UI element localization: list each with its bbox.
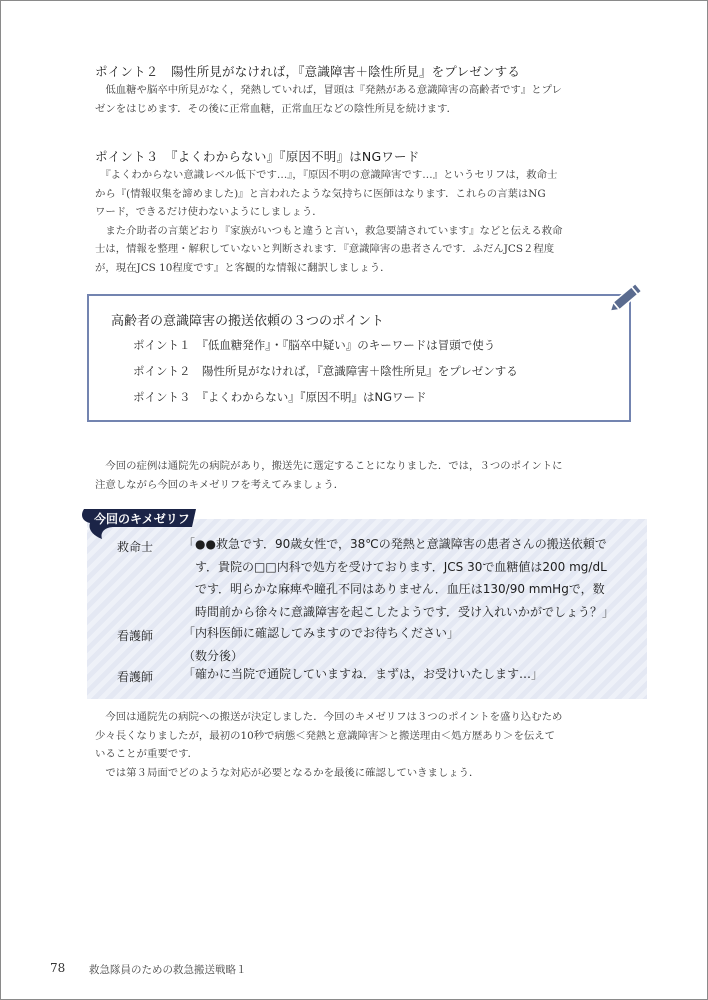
section3-line: が，現在JCS 10程度です』と客観的な情報に翻訳しましょう． [95, 261, 391, 274]
dialogue-line: 「確かに当院で通院していますね．まずは，お受けいたします…」 [183, 667, 544, 681]
intro-body [95, 457, 563, 494]
summary-box-item: ポイント２ 陽性所見がなければ，『意識障害＋陰性所見』をプレゼンする [133, 364, 518, 378]
dialogue-line: す．貴院の□□内科で処方を受けております．JCS 30で血糖値は200 mg/dL [183, 559, 607, 574]
speaker-name: 看護師 [117, 629, 154, 643]
dialogue-line: 「内科医師に確認してみますのでお待ちください」 [183, 626, 460, 640]
page-number: 78 [50, 961, 66, 975]
closing-line: 少々長くなりましたが，最初の10秒で病態＜発熱と意識障害＞と搬送理由＜処方歴あり＞を伝えて [95, 729, 556, 742]
kime-label: 今回のキメゼリフ [94, 512, 190, 526]
kime-label-badge [74, 503, 199, 539]
book-title: 救急隊員のための救急搬送戦略１ [89, 964, 247, 976]
section3-line: から『(情報収集を諦めました)』と言われたような気持ちに医師はなります．これらの言葉はNG [95, 187, 546, 200]
dialogue-line: 時間前から徐々に意識障害を起こしたようです．受け入れいかがでしょう？」 [183, 604, 615, 619]
section3-line: 士は，情報を整理・解釈していないと判断されます．『意識障害の患者さんです．ふだんJCS２程度 [95, 243, 555, 255]
dialogue-line: 「●●救急です．90歳女性で，38℃の発熱と意識障害の患者さんの搬送依頼で [183, 537, 607, 551]
summary-box-title: 高齢者の意識障害の搬送依頼の３つのポイント [111, 314, 385, 329]
section2-heading: ポイント２ 陽性所見がなければ，『意識障害＋陰性所見』をプレゼンする [95, 64, 521, 79]
intro-line: 注意しながら今回のキメゼリフを考えてみましょう． [95, 478, 345, 491]
summary-box-item: ポイント３ 『よくわからない』『原因不明』はNGワード [133, 390, 427, 404]
section2-line: 低血糖や脳卒中所見がなく，発熱していれば，冒頭は『発熱がある意識障害の高齢者です』とプレ [95, 84, 562, 96]
closing-line: 今回は通院先の病院への搬送が決定しました．今回のキメゼリフは３つのポイントを盛り込むため [95, 711, 563, 723]
section3-heading: ポイント３ 『よくわからない』『原因不明』はNGワード [95, 149, 420, 164]
closing-line: いることが重要です． [95, 748, 199, 760]
speaker-line [183, 663, 543, 686]
closing-line: では第３局面でどのような対応が必要となるかを最後に確認していきましょう． [95, 766, 480, 779]
closing-body [95, 708, 562, 782]
section2-line: ゼンをはじめます．その後に正常血糖，正常血圧などの陰性所見を続けます． [95, 102, 458, 115]
intro-line: 今回の症例は通院先の病院があり，搬送先に選定することになりました．では，３つのポイントに [95, 460, 563, 472]
section3-line: 『よくわからない意識レベル低下です…』，『原因不明の意識障害です…』というセリフは，救命士 [95, 169, 558, 181]
pencil-icon [607, 277, 647, 317]
speaker-name: 看護師 [117, 670, 154, 684]
speaker-name: 救命士 [117, 540, 154, 554]
dialogue-line: です．明らかな麻痺や瞳孔不同はありません．血圧は130/90 mmHgで，数 [183, 582, 605, 596]
speaker-line [183, 622, 459, 667]
section2-body [95, 81, 562, 118]
section3-body [95, 166, 563, 277]
speaker-line [183, 533, 614, 623]
section3-line: ワード，できるだけ使わないようにしましょう． [95, 206, 323, 218]
section3-line: また介助者の言葉どおり『家族がいつもと違うと言い，救急要請されています』などと伝える救命 [95, 224, 563, 237]
summary-box-item: ポイント１ 『低血糖発作』・『脳卒中疑い』のキーワードは冒頭で使う [133, 338, 496, 352]
dialogue-line: （数分後） [183, 648, 244, 663]
